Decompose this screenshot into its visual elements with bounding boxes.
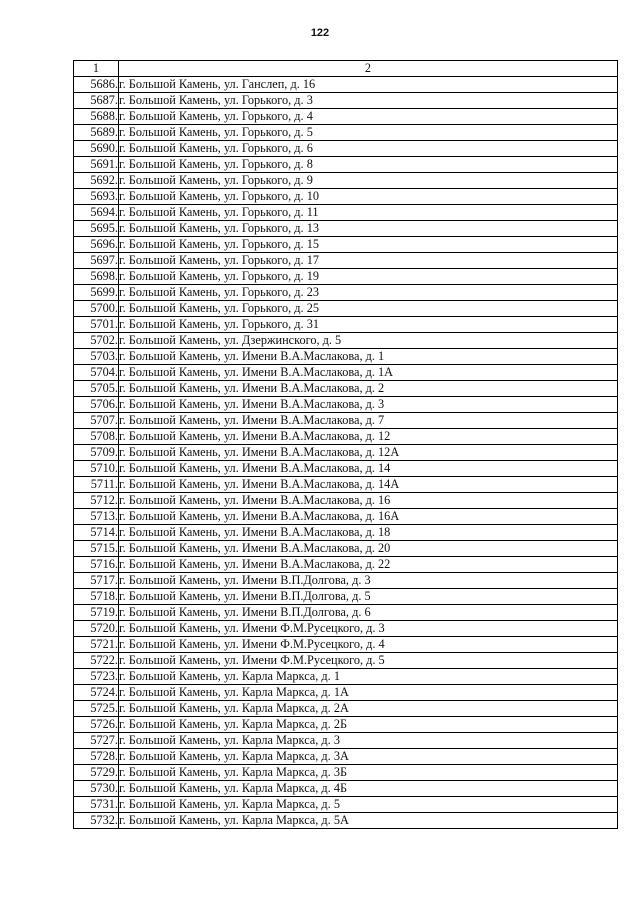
table-row [74, 189, 618, 205]
table-row [74, 365, 618, 381]
row-number: 5705. [74, 381, 119, 397]
table-row [74, 589, 618, 605]
row-number: 5696. [74, 237, 119, 253]
row-address: г. Большой Камень, ул. Имени В.П.Долгова, д. 6 [119, 605, 618, 621]
row-address: г. Большой Камень, ул. Имени В.А.Маслакова, д. 2 [119, 381, 618, 397]
row-number: 5719. [74, 605, 119, 621]
row-address: г. Большой Камень, ул. Имени Ф.М.Русецкого, д. 3 [119, 621, 618, 637]
table-row [74, 461, 618, 477]
row-number: 5704. [74, 365, 119, 381]
row-number: 5690. [74, 141, 119, 157]
row-number: 5694. [74, 205, 119, 221]
table-row [74, 621, 618, 637]
row-number: 5703. [74, 349, 119, 365]
row-address: г. Большой Камень, ул. Имени В.А.Маслакова, д. 1А [119, 365, 618, 381]
row-address: г. Большой Камень, ул. Горького, д. 6 [119, 141, 618, 157]
row-number: 5698. [74, 269, 119, 285]
table-row [74, 701, 618, 717]
table-row [74, 173, 618, 189]
row-number: 5724. [74, 685, 119, 701]
row-address: г. Большой Камень, ул. Горького, д. 31 [119, 317, 618, 333]
row-number: 5695. [74, 221, 119, 237]
row-address: г. Большой Камень, ул. Горького, д. 13 [119, 221, 618, 237]
row-address: г. Большой Камень, ул. Имени В.П.Долгова, д. 3 [119, 573, 618, 589]
row-address: г. Большой Камень, ул. Имени Ф.М.Русецкого, д. 4 [119, 637, 618, 653]
table-row [74, 413, 618, 429]
row-address: г. Большой Камень, ул. Горького, д. 8 [119, 157, 618, 173]
row-address: г. Большой Камень, ул. Карла Маркса, д. 3Б [119, 765, 618, 781]
row-address: г. Большой Камень, ул. Имени В.А.Маслакова, д. 14А [119, 477, 618, 493]
table-row [74, 317, 618, 333]
row-address: г. Большой Камень, ул. Дзержинского, д. 5 [119, 333, 618, 349]
row-number: 5700. [74, 301, 119, 317]
table-row [74, 429, 618, 445]
row-address: г. Большой Камень, ул. Горького, д. 17 [119, 253, 618, 269]
table-row [74, 381, 618, 397]
row-number: 5714. [74, 525, 119, 541]
row-number: 5717. [74, 573, 119, 589]
row-address: г. Большой Камень, ул. Имени В.А.Маслакова, д. 7 [119, 413, 618, 429]
table-row [74, 637, 618, 653]
row-number: 5730. [74, 781, 119, 797]
table-row [74, 653, 618, 669]
row-number: 5721. [74, 637, 119, 653]
table-row [74, 445, 618, 461]
row-number: 5725. [74, 701, 119, 717]
table-row [74, 669, 618, 685]
row-number: 5708. [74, 429, 119, 445]
row-address: г. Большой Камень, ул. Горького, д. 25 [119, 301, 618, 317]
row-number: 5729. [74, 765, 119, 781]
table-row [74, 765, 618, 781]
table-header-row [74, 61, 618, 77]
row-address: г. Большой Камень, ул. Имени Ф.М.Русецкого, д. 5 [119, 653, 618, 669]
row-address: г. Большой Камень, ул. Имени В.А.Маслакова, д. 22 [119, 557, 618, 573]
table-row [74, 141, 618, 157]
row-address: г. Большой Камень, ул. Имени В.А.Маслакова, д. 20 [119, 541, 618, 557]
row-address: г. Большой Камень, ул. Горького, д. 4 [119, 109, 618, 125]
table-row [74, 541, 618, 557]
row-address: г. Большой Камень, ул. Карла Маркса, д. 4Б [119, 781, 618, 797]
row-address: г. Большой Камень, ул. Горького, д. 15 [119, 237, 618, 253]
table-row [74, 157, 618, 173]
row-number: 5711. [74, 477, 119, 493]
row-number: 5715. [74, 541, 119, 557]
table-row [74, 93, 618, 109]
row-address: г. Большой Камень, ул. Горького, д. 10 [119, 189, 618, 205]
row-address: г. Большой Камень, ул. Карла Маркса, д. 2А [119, 701, 618, 717]
table-row [74, 557, 618, 573]
row-address: г. Большой Камень, ул. Горького, д. 11 [119, 205, 618, 221]
row-address: г. Большой Камень, ул. Имени В.А.Маслакова, д. 1 [119, 349, 618, 365]
row-number: 5686. [74, 77, 119, 93]
table-row [74, 221, 618, 237]
table-row [74, 269, 618, 285]
row-number: 5692. [74, 173, 119, 189]
row-address: г. Большой Камень, ул. Горького, д. 19 [119, 269, 618, 285]
row-address: г. Большой Камень, ул. Имени В.А.Маслакова, д. 12А [119, 445, 618, 461]
table-row [74, 125, 618, 141]
table-row [74, 813, 618, 829]
row-number: 5706. [74, 397, 119, 413]
row-address: г. Большой Камень, ул. Имени В.А.Маслакова, д. 18 [119, 525, 618, 541]
row-address: г. Большой Камень, ул. Карла Маркса, д. 5А [119, 813, 618, 829]
column-header-number: 1 [74, 61, 119, 77]
row-number: 5699. [74, 285, 119, 301]
table-row [74, 205, 618, 221]
table-row [74, 573, 618, 589]
table-row [74, 77, 618, 93]
row-number: 5731. [74, 797, 119, 813]
table-row [74, 493, 618, 509]
row-number: 5722. [74, 653, 119, 669]
row-address: г. Большой Камень, ул. Горького, д. 9 [119, 173, 618, 189]
table-row [74, 525, 618, 541]
table-row [74, 509, 618, 525]
table-row [74, 109, 618, 125]
row-number: 5727. [74, 733, 119, 749]
row-number: 5712. [74, 493, 119, 509]
row-number: 5713. [74, 509, 119, 525]
row-number: 5726. [74, 717, 119, 733]
row-number: 5688. [74, 109, 119, 125]
row-number: 5720. [74, 621, 119, 637]
table-row [74, 301, 618, 317]
row-number: 5687. [74, 93, 119, 109]
row-number: 5691. [74, 157, 119, 173]
column-header-address: 2 [119, 61, 618, 77]
row-number: 5728. [74, 749, 119, 765]
row-address: г. Большой Камень, ул. Горького, д. 3 [119, 93, 618, 109]
row-address: г. Большой Камень, ул. Имени В.А.Маслакова, д. 12 [119, 429, 618, 445]
row-address: г. Большой Камень, ул. Имени В.А.Маслакова, д. 3 [119, 397, 618, 413]
row-number: 5701. [74, 317, 119, 333]
row-address: г. Большой Камень, ул. Горького, д. 23 [119, 285, 618, 301]
page-number: 122 [310, 27, 330, 39]
row-number: 5693. [74, 189, 119, 205]
row-number: 5723. [74, 669, 119, 685]
row-number: 5716. [74, 557, 119, 573]
row-number: 5697. [74, 253, 119, 269]
row-address: г. Большой Камень, ул. Карла Маркса, д. 3А [119, 749, 618, 765]
row-address: г. Большой Камень, ул. Имени В.А.Маслакова, д. 14 [119, 461, 618, 477]
table-row [74, 797, 618, 813]
table-row [74, 605, 618, 621]
row-number: 5702. [74, 333, 119, 349]
row-number: 5689. [74, 125, 119, 141]
row-number: 5707. [74, 413, 119, 429]
table-row [74, 397, 618, 413]
table-row [74, 253, 618, 269]
row-address: г. Большой Камень, ул. Ганслеп, д. 16 [119, 77, 618, 93]
row-number: 5732. [74, 813, 119, 829]
row-number: 5710. [74, 461, 119, 477]
row-address: г. Большой Камень, ул. Имени В.П.Долгова, д. 5 [119, 589, 618, 605]
table-row [74, 349, 618, 365]
table-row [74, 749, 618, 765]
table-row [74, 717, 618, 733]
table-row [74, 477, 618, 493]
table-row [74, 285, 618, 301]
table-row [74, 237, 618, 253]
row-number: 5718. [74, 589, 119, 605]
table-row [74, 685, 618, 701]
table-row [74, 781, 618, 797]
row-address: г. Большой Камень, ул. Имени В.А.Маслакова, д. 16 [119, 493, 618, 509]
row-address: г. Большой Камень, ул. Карла Маркса, д. 3 [119, 733, 618, 749]
table-body [74, 77, 618, 829]
row-address: г. Большой Камень, ул. Карла Маркса, д. 1 [119, 669, 618, 685]
row-address: г. Большой Камень, ул. Горького, д. 5 [119, 125, 618, 141]
table-row [74, 333, 618, 349]
row-address: г. Большой Камень, ул. Карла Маркса, д. 1А [119, 685, 618, 701]
row-number: 5709. [74, 445, 119, 461]
address-table [73, 60, 618, 829]
row-address: г. Большой Камень, ул. Карла Маркса, д. 2Б [119, 717, 618, 733]
row-address: г. Большой Камень, ул. Карла Маркса, д. 5 [119, 797, 618, 813]
table-row [74, 733, 618, 749]
row-address: г. Большой Камень, ул. Имени В.А.Маслакова, д. 16А [119, 509, 618, 525]
